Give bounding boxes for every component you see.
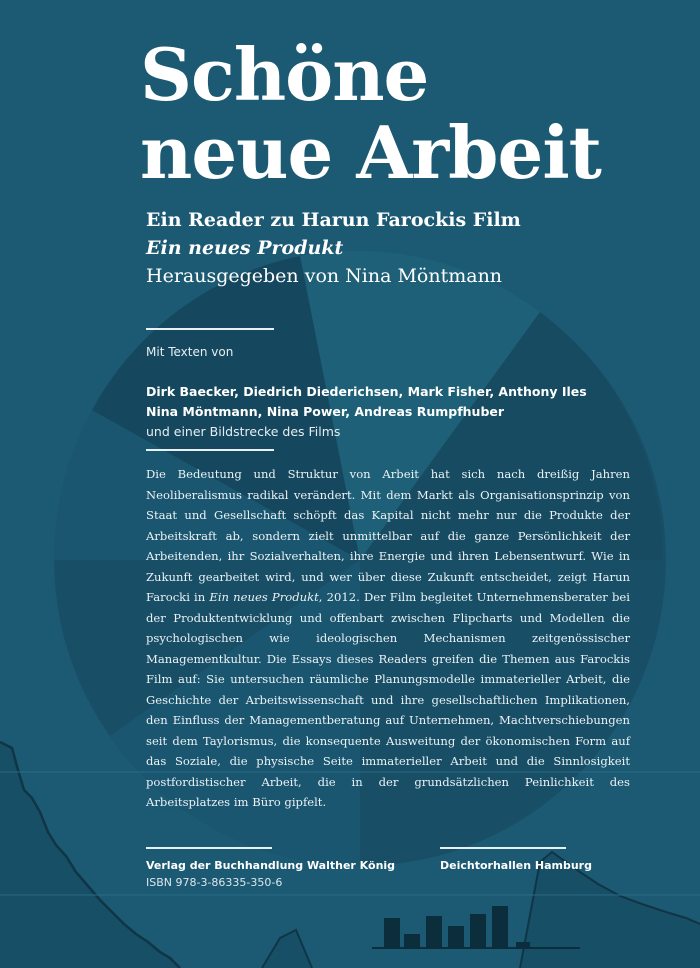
partner-name: Deichtorhallen Hamburg [440,859,592,872]
publisher-name: Verlag der Buchhandlung Walther König [146,859,396,872]
authors-block [146,382,587,442]
title-line-1: Schöne [140,32,429,117]
title-line-2: neue Arbeit [140,110,601,195]
book-subtitle [146,206,521,290]
isbn: ISBN 978-3-86335-350-6 [146,876,283,889]
authors-line-2: Nina Möntmann, Nina Power, Andreas Rumpfhuber [146,404,505,419]
divider-top [146,328,274,330]
blurb-film-title: Ein neues Produkt [209,590,319,604]
editor-line: Herausgegeben von Nina Möntmann [146,265,503,287]
book-title [140,32,601,195]
blurb-part-2: , 2012. Der Film begleitet Unternehmensberater bei der Produktentwicklung und offenbart zwischen Flipcharts und Modellen die psychologischen wie ideologischen Mechanismen zeitgenössischer Managementkultur. Die Essays dieses Readers greifen die Themen aus Farockis Film auf: Sie untersuchen räumliche Planungsmodelle immaterieller Arbeit, die Geschichte der Arbeitswissenschaft und ihre gesellschaftlichen Implikationen, den Einfluss der Managementberatung auf Unternehmen, Machtverschiebungen seit dem Taylorismus, die konsequente Ausweitung der ökonomischen Form auf das Soziale, die physische Seite immaterieller Arbeit und die Sinnlosigkeit postfordistischer Arbeit, die in der grundsätzlichen Peinlichkeit des Arbeitsplatzes im Büro gipfelt. [146,590,630,809]
blurb-text [146,464,630,813]
authors-line-1: Dirk Baecker, Diedrich Diederichsen, Mark Fisher, Anthony Iles [146,384,587,399]
authors-line-3: und einer Bildstrecke des Films [146,424,341,439]
film-title: Ein neues Produkt [146,237,344,259]
divider-publisher [146,847,272,849]
publisher-block [146,857,395,891]
blurb-part-1: Die Bedeutung und Struktur von Arbeit hat sich nach dreißig Jahren Neoliberalismus radikal verändert. Mit dem Markt als Organisationsprinzip von Staat und Gesellschaft schöpft das Kapital nicht mehr nur die Produkte der Arbeitskraft ab, sondern zielt unmittelbar auf die ganze Persönlichkeit der Arbeitenden, ihr Sozialverhalten, ihre Energie und ihren Lebensentwurf. Wie in Zukunft gearbeitet wird, und wer über diese Zukunft entscheidet, zeigt Harun Farocki in [146,467,630,604]
divider-partner [440,847,566,849]
divider-middle [146,449,274,451]
subtitle-line-1: Ein Reader zu Harun Farockis Film [146,209,521,231]
texts-label: Mit Texten von [146,345,234,359]
